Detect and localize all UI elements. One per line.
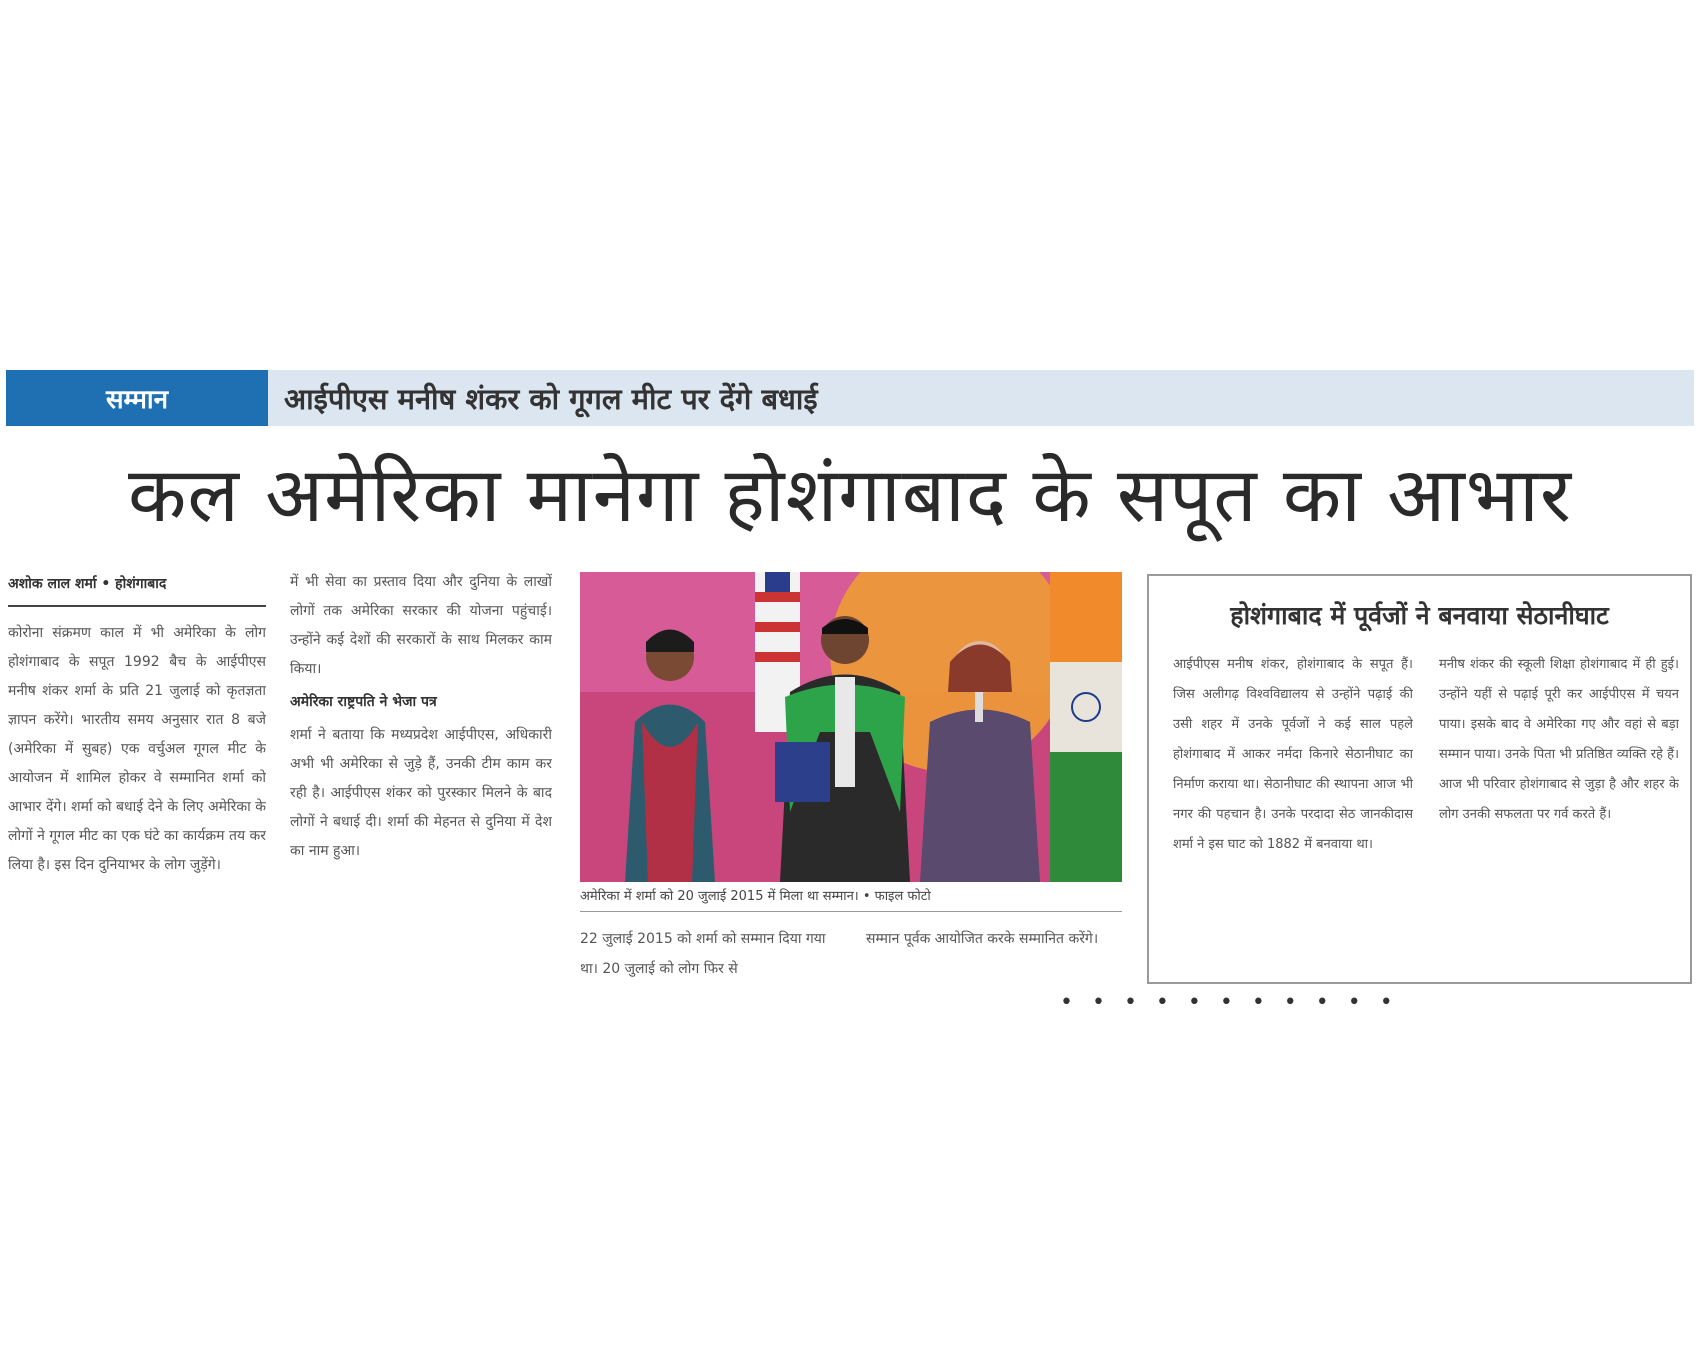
news-photo	[580, 572, 1122, 882]
section-tag: सम्मान	[6, 370, 268, 426]
strap-subheadline: आईपीएस मनीष शंकर को गूगल मीट पर देंगे बधाई	[284, 381, 818, 416]
column-2-body: में भी सेवा का प्रस्ताव दिया और दुनिया के लाखों लोगों तक अमेरिका सरकार की योजना पहुंचाई। उन्होंने कई देशों की सरकारों के साथ मिलकर काम किया।	[290, 574, 552, 677]
article-column-2	[290, 568, 552, 990]
main-headline: कल अमेरिका मानेगा होशंगाबाद के सपूत का आभार	[128, 450, 1572, 539]
under-photo-text-1: 22 जुलाई 2015 को शर्मा को सम्मान दिया गया था। 20 जुलाई को लोग फिर से	[580, 931, 826, 977]
end-marker-dots: • • • • • • • • • • •	[1060, 990, 1399, 1015]
byline: अशोक लाल शर्मा • होशंगाबाद	[8, 570, 266, 607]
sidebar-box-column-1: आईपीएस मनीष शंकर, होशंगाबाद के सपूत हैं। जिस अलीगढ़ विश्वविद्यालय से उन्होंने पढ़ाई की उसी शहर में उनके पूर्वजों ने कई साल पहले होशंगाबाद में आकर नर्मदा किनारे सेठानीघाट का निर्माण कराया था। सेठानीघाट की स्थापना आज भी नगर की पहचान है। उनके परदादा सेठ जानकीदास शर्मा ने इस घाट को 1882 में बनवाया था।	[1173, 657, 1413, 852]
section-strap	[6, 370, 1694, 426]
column-1-body: कोरोना संक्रमण काल में भी अमेरिका के लोग होशंगाबाद के सपूत 1992 बैच के आईपीएस मनीष शंकर शर्मा के प्रति 21 जुलाई को कृतज्ञता ज्ञापन करेंगे। भारतीय समय अनुसार रात 8 बजे (अमेरिका में सुबह) एक वर्चुअल गूगल मीट के आयोजन में शामिल होकर वे सम्मानित शर्मा को आभार देंगे। शर्मा को बधाई देने के लिए अमेरिका के लोगों ने गूगल मीट का एक घंटे का कार्यक्रम तय कर लिया है। इस दिन दुनियाभर के लोग जुड़ेंगे।	[8, 625, 266, 873]
column-2-subhead: अमेरिका राष्ट्रपति ने भेजा पत्र	[290, 694, 437, 710]
photo-illustration	[580, 572, 1122, 882]
sidebar-box-title: होशंगाबाद में पूर्वजों ने बनवाया सेठानीघाट	[1230, 601, 1609, 630]
sidebar-box	[1147, 574, 1692, 984]
sidebar-box-column-2: मनीष शंकर की स्कूली शिक्षा होशंगाबाद में ही हुई। उन्होंने यहीं से पढ़ाई पूरी कर आईपीएस में चयन पाया। इसके बाद वे अमेरिका गए और वहां से बड़ा सम्मान पाया। उनके पिता भी प्रतिष्ठित व्यक्ति रहे हैं। आज भी परिवार होशंगाबाद से जुड़ा है और शहर के लोग उनकी सफलता पर गर्व करते हैं।	[1439, 657, 1679, 822]
photo-caption: अमेरिका में शर्मा को 20 जुलाई 2015 में मिला था सम्मान। • फाइल फोटो	[580, 886, 1122, 912]
article-column-1	[8, 570, 266, 990]
column-2-body-continued: शर्मा ने बताया कि मध्यप्रदेश आईपीएस, अधिकारी अभी भी अमेरिका से जुड़े हैं, उनकी टीम काम कर रही है। आईपीएस शंकर को पुरस्कार मिलने के बाद लोगों ने बधाई दी। शर्मा की मेहनत से दुनिया में देश का नाम हुआ।	[290, 727, 552, 859]
under-photo-text-2: सम्मान पूर्वक आयोजित करके सम्मानित करेंगे।	[866, 931, 1099, 947]
